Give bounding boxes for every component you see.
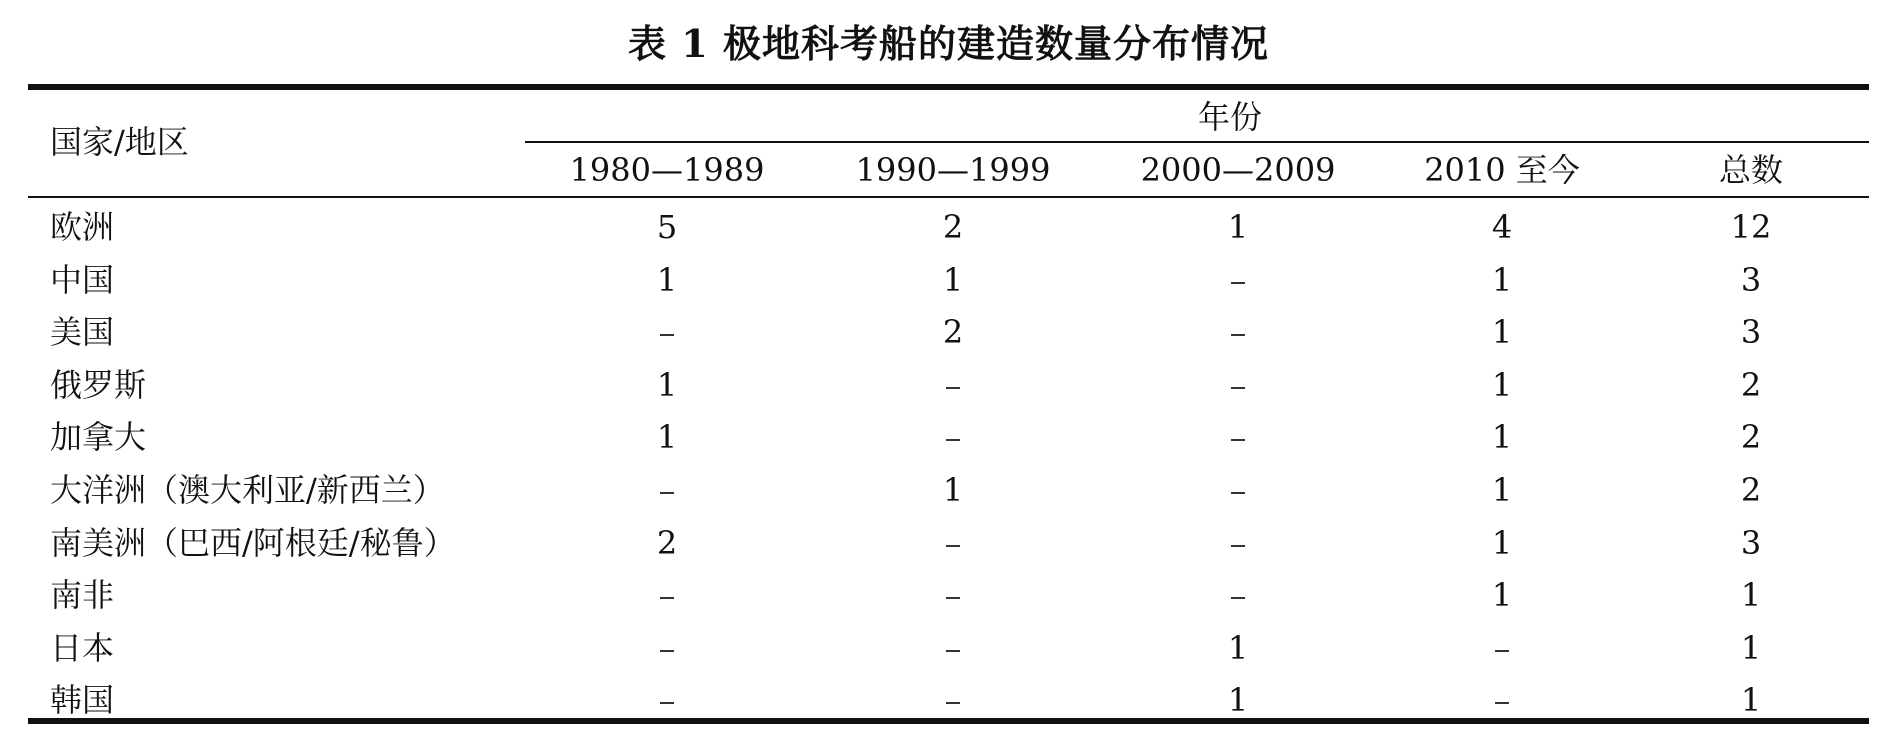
cell-1980s: 1: [656, 418, 678, 456]
header-col-2010-now: 2010 至今: [1424, 151, 1580, 189]
cell-1980s: 5: [656, 208, 678, 246]
dash-mark: [1231, 334, 1245, 336]
dash-mark: [1231, 439, 1245, 441]
header-col-1990s: 1990—1999: [855, 151, 1051, 189]
dash-mark: [1231, 597, 1245, 599]
cell-1990s: 2: [942, 208, 964, 246]
cell-2010-now: 1: [1491, 366, 1513, 404]
row-region-label: 俄罗斯: [50, 366, 147, 404]
row-region-label: 南非: [50, 576, 115, 614]
dash-mark: [946, 597, 960, 599]
cell-2000s: [1231, 258, 1245, 302]
cell-2010-now: 4: [1491, 208, 1513, 246]
header-bottom-rule: [28, 196, 1869, 198]
cell-1990s: 2: [942, 313, 964, 351]
row-region-label: 中国: [50, 261, 115, 299]
header-col-2000s: 2000—2009: [1140, 151, 1336, 189]
row-region-label: 大洋洲（澳大利亚/新西兰）: [50, 471, 445, 509]
dash-mark: [946, 387, 960, 389]
cell-total: 2: [1740, 418, 1762, 456]
dash-mark: [660, 650, 674, 652]
cell-1980s: [660, 626, 674, 670]
header-region-label: 国家/地区: [50, 123, 189, 161]
cell-2000s: [1231, 573, 1245, 617]
dash-mark: [1231, 492, 1245, 494]
dash-mark: [1231, 545, 1245, 547]
cell-1990s: [946, 363, 960, 407]
cell-2000s: 1: [1227, 208, 1249, 246]
cell-total: 2: [1740, 366, 1762, 404]
cell-1990s: [946, 521, 960, 565]
header-col-1980s: 1980—1989: [569, 151, 765, 189]
cell-2010-now: 1: [1491, 471, 1513, 509]
table-top-rule: [28, 84, 1869, 90]
cell-1990s: 1: [942, 471, 964, 509]
dash-mark: [946, 439, 960, 441]
cell-1980s: [660, 468, 674, 512]
dash-mark: [660, 492, 674, 494]
cell-total: 3: [1740, 261, 1762, 299]
cell-2010-now: 1: [1491, 261, 1513, 299]
row-region-label: 美国: [50, 313, 115, 351]
cell-2010-now: 1: [1491, 524, 1513, 562]
cell-1990s: [946, 415, 960, 459]
cell-1990s: [946, 626, 960, 670]
cell-1990s: 1: [942, 261, 964, 299]
table-caption: 表 1 极地科考船的建造数量分布情况: [628, 21, 1269, 66]
dash-mark: [946, 650, 960, 652]
header-year-group-label: 年份: [1197, 98, 1263, 136]
dash-mark: [1495, 702, 1509, 704]
cell-1980s: 1: [656, 261, 678, 299]
dash-mark: [946, 545, 960, 547]
cell-total: 1: [1740, 576, 1762, 614]
cell-total: 1: [1740, 681, 1762, 719]
dash-mark: [1495, 650, 1509, 652]
cell-2010-now: 1: [1491, 313, 1513, 351]
cell-1980s: 1: [656, 366, 678, 404]
cell-2000s: 1: [1227, 629, 1249, 667]
cell-2010-now: 1: [1491, 576, 1513, 614]
header-col-total: 总数: [1718, 151, 1784, 189]
cell-2010-now: 1: [1491, 418, 1513, 456]
cell-1980s: 2: [656, 524, 678, 562]
cell-1980s: [660, 310, 674, 354]
dash-mark: [1231, 282, 1245, 284]
dash-mark: [660, 702, 674, 704]
cell-2000s: 1: [1227, 681, 1249, 719]
dash-mark: [1231, 387, 1245, 389]
cell-2010-now: [1495, 626, 1509, 670]
cell-total: 2: [1740, 471, 1762, 509]
dash-mark: [660, 334, 674, 336]
cell-2000s: [1231, 310, 1245, 354]
dash-mark: [660, 597, 674, 599]
row-region-label: 南美洲（巴西/阿根廷/秘鲁）: [50, 524, 456, 562]
cell-2000s: [1231, 521, 1245, 565]
cell-total: 3: [1740, 524, 1762, 562]
row-region-label: 日本: [50, 629, 115, 667]
cell-1980s: [660, 573, 674, 617]
cell-1990s: [946, 678, 960, 722]
row-region-label: 加拿大: [50, 418, 147, 456]
row-region-label: 韩国: [50, 681, 115, 719]
cell-1990s: [946, 573, 960, 617]
cell-1980s: [660, 678, 674, 722]
cell-2000s: [1231, 363, 1245, 407]
cell-total: 3: [1740, 313, 1762, 351]
cell-2000s: [1231, 415, 1245, 459]
cell-2000s: [1231, 468, 1245, 512]
cell-total: 12: [1730, 208, 1772, 246]
cell-total: 1: [1740, 629, 1762, 667]
cell-2010-now: [1495, 678, 1509, 722]
dash-mark: [946, 702, 960, 704]
year-group-rule: [525, 141, 1869, 143]
row-region-label: 欧洲: [50, 208, 115, 246]
